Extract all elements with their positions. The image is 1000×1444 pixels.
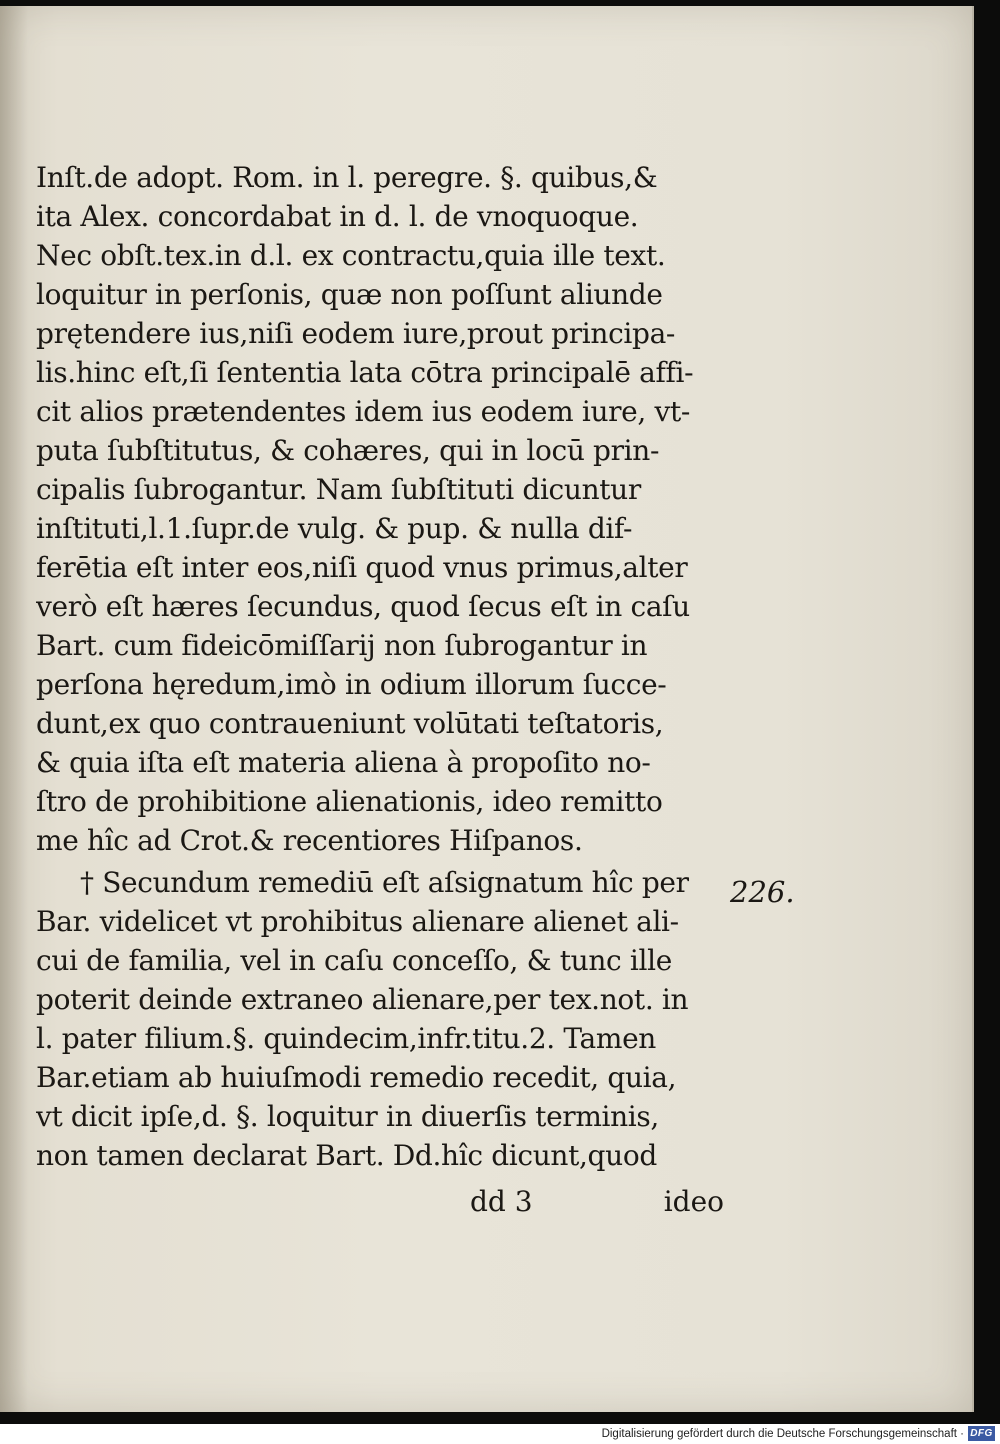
text-line: Bar. videlicet vt prohibitus alienare alienet ali- <box>36 905 679 938</box>
margin-number: 226. <box>730 875 795 909</box>
text-line: dunt,ex quo contraueniunt volūtati teſtatoris, <box>36 707 664 740</box>
dfg-logo: DFG <box>968 1426 995 1441</box>
text-line: Inſt.de adopt. Rom. in l. peregre. §. quibus,& <box>36 161 658 194</box>
text-line: prętendere ius,niſi eodem iure,prout principa- <box>36 317 676 350</box>
text-line: Bar.etiam ab huiuſmodi remedio recedit, quia, <box>36 1061 677 1094</box>
digitization-footer <box>0 1424 1000 1444</box>
book-page <box>0 6 974 1412</box>
signature-mark: dd 3 <box>470 1185 533 1218</box>
text-line: Bart. cum fideicōmiſſarij non ſubrogantur in <box>36 629 648 662</box>
text-line: perſona hęredum,imò in odium illorum ſucce- <box>36 668 667 701</box>
text-line: lis.hinc eſt,ſi ſententia lata cōtra principalē affi- <box>36 356 694 389</box>
text-line: vt dicit ipſe,d. §. loquitur in diuerſis terminis, <box>36 1100 659 1133</box>
text-line: inſtituti,l.1.ſupr.de vulg. & pup. & nulla dif- <box>36 512 633 545</box>
text-line: ſtro de prohibitione alienationis, ideo remitto <box>36 785 663 818</box>
funding-credit: Digitalisierung gefördert durch die Deutsche Forschungsgemeinschaft · <box>601 1428 964 1440</box>
text-line: cit alios prætendentes idem ius eodem iure, vt- <box>36 395 690 428</box>
text-line: non tamen declarat Bart. Dd.hîc dicunt,quod <box>36 1139 657 1172</box>
text-line: poterit deinde extraneo alienare,per tex.not. in <box>36 983 689 1016</box>
text-line: puta ſubſtitutus, & cohæres, qui in locū prin- <box>36 434 660 467</box>
catchword: ideo <box>663 1185 724 1218</box>
text-line: Nec obſt.tex.in d.l. ex contractu,quia ille text. <box>36 239 666 272</box>
text-line: me hîc ad Crot.& recentiores Hiſpanos. <box>36 824 583 857</box>
text-line: verò eſt hæres ſecundus, quod ſecus eſt in caſu <box>36 590 690 623</box>
text-line: ita Alex. concordabat in d. l. de vnoquoque. <box>36 200 639 233</box>
page-foot-marks <box>470 1182 726 1222</box>
text-line: loquitur in perſonis, quæ non poſſunt aliunde <box>36 278 663 311</box>
text-line: ferētia eſt inter eos,niſi quod vnus primus,alter <box>36 551 688 584</box>
text-line: & quia iſta eſt materia aliena à propoſito no- <box>36 746 651 779</box>
text-line: cipalis ſubrogantur. Nam ſubſtituti dicuntur <box>36 473 641 506</box>
text-line: cui de familia, vel in caſu conceſſo, & tunc ille <box>36 944 672 977</box>
text-line: l. pater filium.§. quindecim,infr.titu.2. Tamen <box>36 1022 656 1055</box>
paragraph-start-line: † Secundum remediū eſt aſsignatum hîc per <box>80 866 689 899</box>
